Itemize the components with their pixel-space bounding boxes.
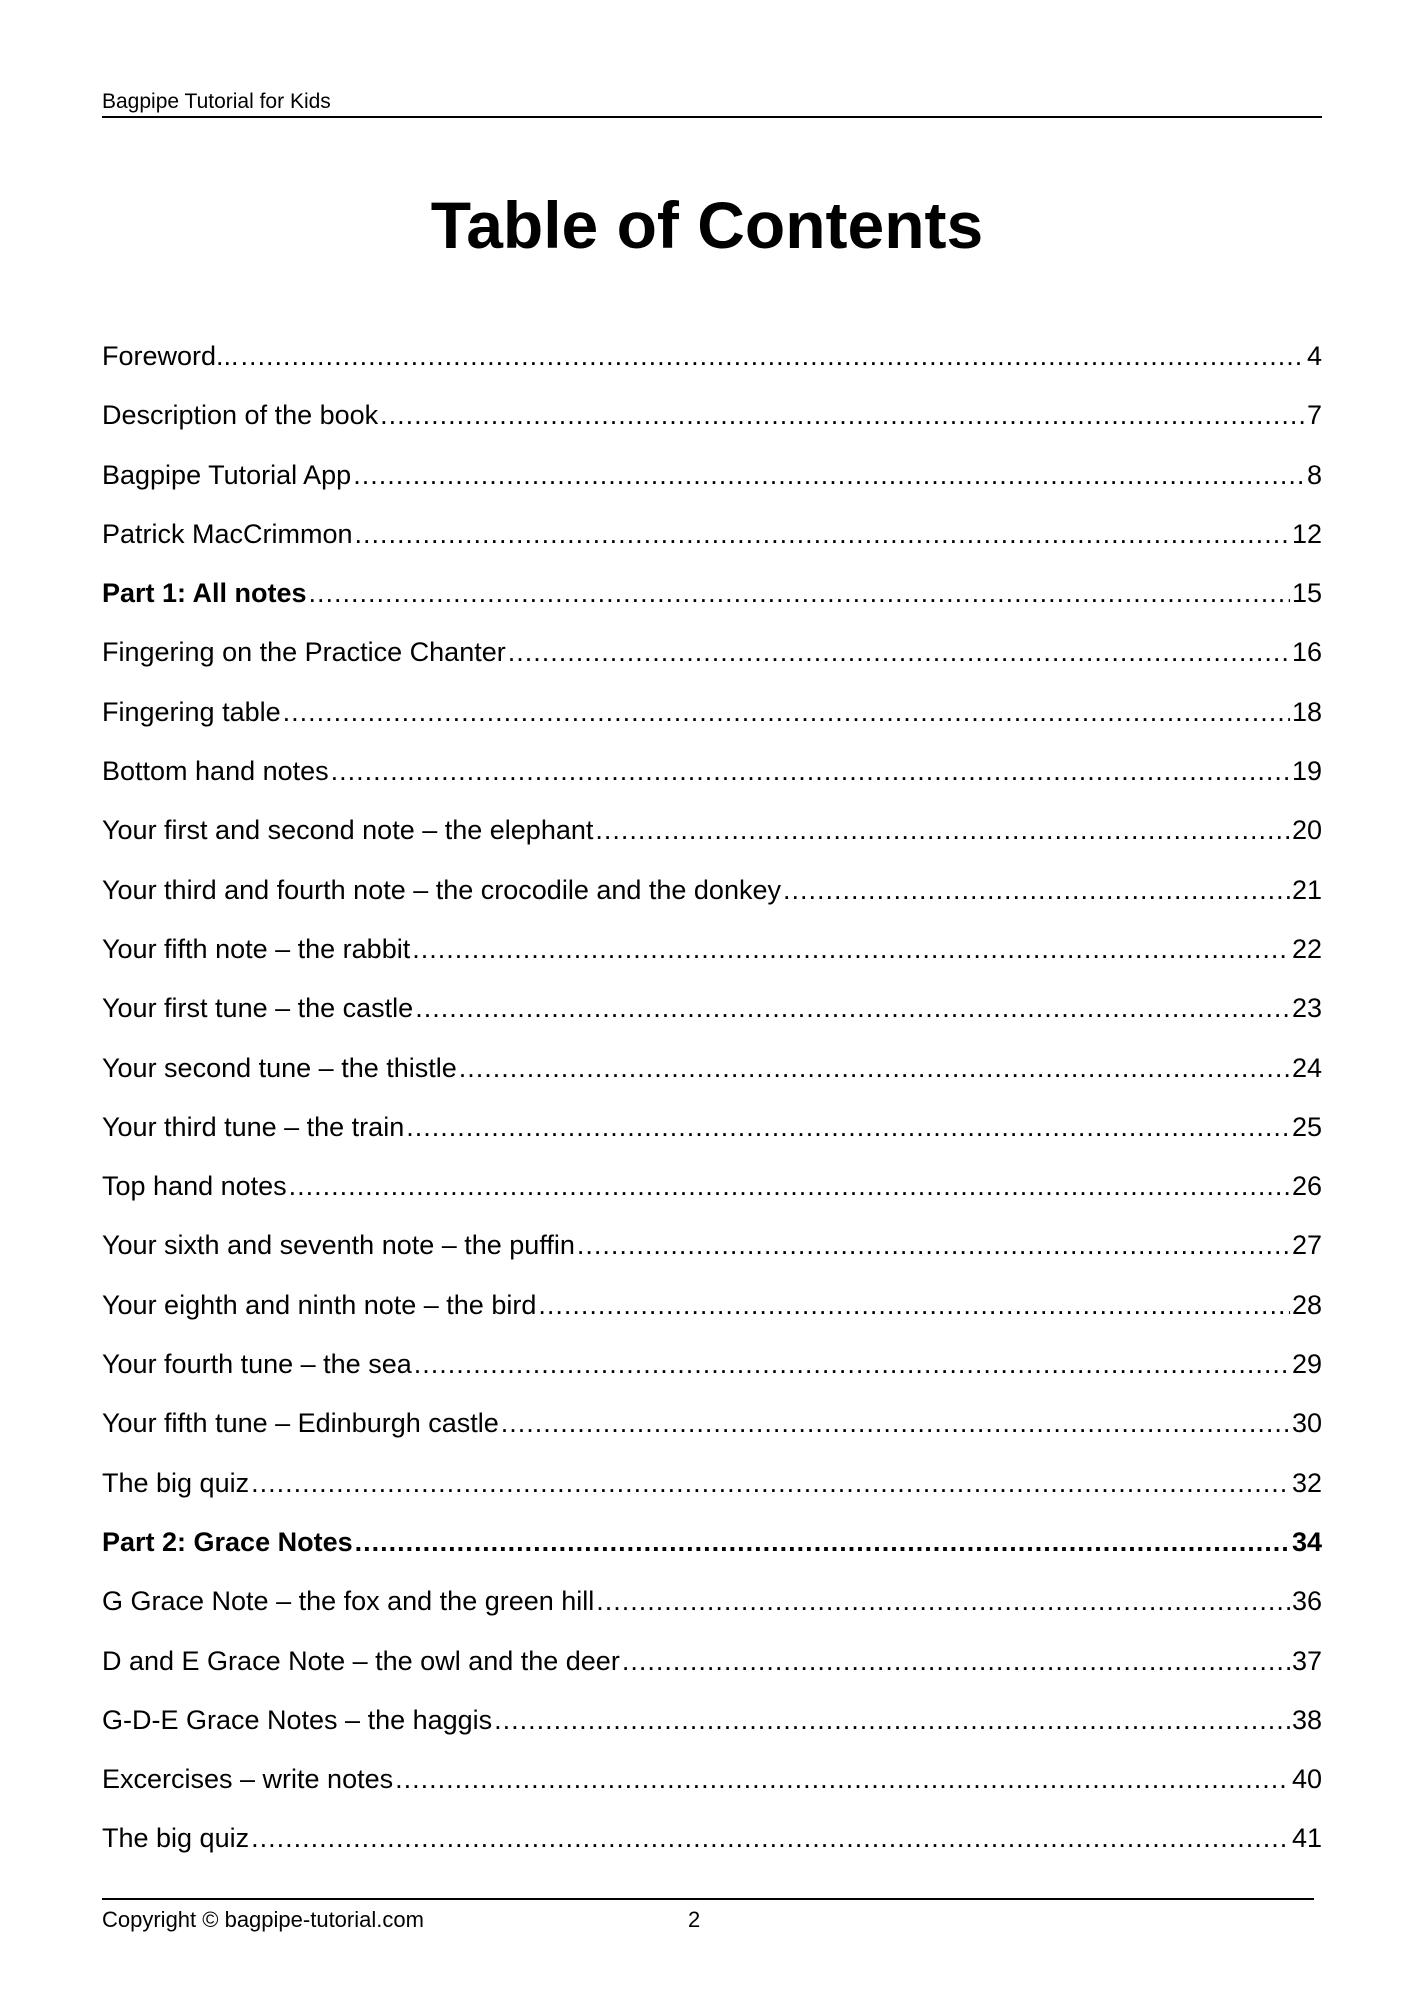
toc-entry[interactable] (102, 1107, 1322, 1166)
toc-entry-page-number: 20 (1291, 815, 1322, 846)
toc-entry[interactable] (102, 1463, 1322, 1522)
toc-dot-leader (355, 514, 1290, 554)
toc-dot-leader (415, 988, 1290, 1028)
toc-entry[interactable] (102, 455, 1322, 514)
toc-dot-leader (395, 1759, 1290, 1799)
toc-dot-leader (283, 692, 1290, 732)
toc-entry-label: Part 2: Grace Notes (102, 1526, 353, 1557)
toc-entry-page-number: 40 (1291, 1764, 1322, 1795)
toc-entry-label: Your eighth and ninth note – the bird (102, 1289, 537, 1320)
toc-entry-page-number: 19 (1291, 756, 1322, 787)
toc-dot-leader (622, 1641, 1290, 1681)
toc-entry-label: G Grace Note – the fox and the green hill (102, 1586, 595, 1617)
toc-entry-label: Bagpipe Tutorial App (102, 459, 352, 490)
toc-entry-page-number: 12 (1291, 518, 1322, 549)
toc-entry-page-number: 25 (1291, 1111, 1322, 1142)
toc-entry[interactable] (102, 1700, 1322, 1759)
toc-entry[interactable] (102, 1818, 1322, 1877)
toc-entry-page-number: 29 (1291, 1349, 1322, 1380)
toc-dot-leader (538, 1285, 1290, 1325)
page-title: Table of Contents (430, 188, 984, 262)
toc-entry-label: Your fifth tune – Edinburgh castle (102, 1408, 499, 1439)
toc-entry-label: Your fifth note – the rabbit (102, 933, 411, 964)
toc-entry-label: Patrick MacCrimmon (102, 518, 353, 549)
toc-entry-page-number: 27 (1291, 1230, 1322, 1261)
toc-dot-leader (412, 929, 1290, 969)
page-header (102, 90, 1322, 118)
toc-dot-leader (251, 1818, 1290, 1858)
toc-entry-page-number: 32 (1291, 1467, 1322, 1498)
toc-entry[interactable] (102, 632, 1322, 691)
toc-dot-leader (501, 1403, 1290, 1443)
toc-dot-leader (251, 1463, 1290, 1503)
page-footer (102, 1898, 1314, 1932)
toc-entry-page-number: 8 (1306, 459, 1322, 490)
toc-entry[interactable] (102, 751, 1322, 810)
toc-entry[interactable] (102, 870, 1322, 929)
toc-entry-label: Your sixth and seventh note – the puffin (102, 1230, 575, 1261)
toc-dot-leader (289, 1166, 1290, 1206)
toc-entry-label: The big quiz (102, 1467, 250, 1498)
toc-entry-label: Excercises – write notes (102, 1764, 394, 1795)
toc-entry[interactable] (102, 1285, 1322, 1344)
toc-entry-page-number: 18 (1291, 696, 1322, 727)
toc-entry[interactable] (102, 1641, 1322, 1700)
toc-entry-page-number: 36 (1291, 1586, 1322, 1617)
toc-entry-label: Fingering on the Practice Chanter (102, 637, 506, 668)
toc-entry-page-number: 34 (1291, 1526, 1322, 1557)
toc-dot-leader (241, 336, 1305, 376)
toc-dot-leader (508, 632, 1290, 672)
toc-entry[interactable] (102, 1048, 1322, 1107)
toc-entry[interactable] (102, 929, 1322, 988)
toc-entry-page-number: 23 (1291, 993, 1322, 1024)
toc-dot-leader (577, 1225, 1290, 1265)
header-title: Bagpipe Tutorial for Kids (102, 90, 331, 113)
toc-entry[interactable] (102, 810, 1322, 869)
toc-entry[interactable] (102, 988, 1322, 1047)
toc-entry-page-number: 26 (1291, 1171, 1322, 1202)
toc-entry-label: Foreword... (102, 341, 239, 371)
toc-entry-label: The big quiz (102, 1823, 250, 1854)
toc-entry-page-number: 37 (1291, 1645, 1322, 1676)
toc-entry-label: Top hand notes (102, 1171, 287, 1202)
toc-dot-leader (406, 1107, 1290, 1147)
toc-entry[interactable] (102, 395, 1322, 454)
toc-dot-leader (596, 1581, 1290, 1621)
footer-copyright: Copyright © bagpipe-tutorial.com (102, 1907, 424, 1932)
toc-entry[interactable] (102, 1759, 1322, 1818)
toc-dot-leader (380, 395, 1305, 435)
toc-entry[interactable] (102, 1344, 1322, 1403)
toc-entry[interactable] (102, 1166, 1322, 1225)
toc-entry-page-number: 15 (1291, 578, 1322, 609)
toc-entry-page-number: 24 (1291, 1052, 1322, 1083)
toc-entry[interactable] (102, 1225, 1322, 1284)
toc-entry[interactable] (102, 1581, 1322, 1640)
toc-entry-label: Your first tune – the castle (102, 993, 414, 1024)
toc-entry-label: Your second tune – the thistle (102, 1052, 457, 1083)
toc-entry[interactable] (102, 336, 1322, 395)
toc-entry-label: Description of the book (102, 400, 379, 431)
footer-page-number: 2 (688, 1907, 701, 1932)
toc-entry-label: Part 1: All notes (102, 578, 307, 609)
toc-entry-page-number: 41 (1291, 1823, 1322, 1854)
toc-entry-label: G-D-E Grace Notes – the haggis (102, 1704, 493, 1735)
toc-dot-leader (783, 870, 1290, 910)
toc-dot-leader (414, 1344, 1290, 1384)
toc-entry-label: Your fourth tune – the sea (102, 1349, 412, 1380)
toc-entry-page-number: 16 (1291, 637, 1322, 668)
toc-dot-leader (309, 573, 1290, 613)
toc-entry-label: D and E Grace Note – the owl and the deer (102, 1645, 620, 1676)
toc-dot-leader (331, 751, 1290, 791)
toc-entry-label: Fingering table (102, 696, 281, 727)
toc-entry-page-number: 28 (1291, 1289, 1322, 1320)
toc-entry[interactable] (102, 692, 1322, 751)
table-of-contents (102, 336, 1322, 1878)
toc-dot-leader (494, 1700, 1290, 1740)
toc-entry[interactable] (102, 1522, 1322, 1581)
toc-entry-label: Your third and fourth note – the crocodile and the donkey (102, 874, 781, 905)
toc-entry-page-number: 7 (1306, 400, 1322, 431)
toc-entry-label: Your first and second note – the elephant (102, 815, 594, 846)
toc-entry[interactable] (102, 1403, 1322, 1462)
toc-entry-label: Your third tune – the train (102, 1111, 405, 1142)
toc-entry-page-number: 21 (1291, 874, 1322, 905)
toc-entry-label: Bottom hand notes (102, 756, 329, 787)
toc-entry-page-number: 30 (1291, 1408, 1322, 1439)
toc-dot-leader (459, 1048, 1290, 1088)
toc-entry-page-number: 22 (1291, 933, 1322, 964)
toc-entry-page-number: 38 (1291, 1704, 1322, 1735)
toc-dot-leader (353, 455, 1305, 495)
toc-entry[interactable] (102, 514, 1322, 573)
toc-dot-leader (595, 810, 1290, 850)
toc-dot-leader (355, 1522, 1290, 1562)
toc-entry[interactable] (102, 573, 1322, 632)
toc-entry-page-number: 4 (1306, 341, 1322, 371)
